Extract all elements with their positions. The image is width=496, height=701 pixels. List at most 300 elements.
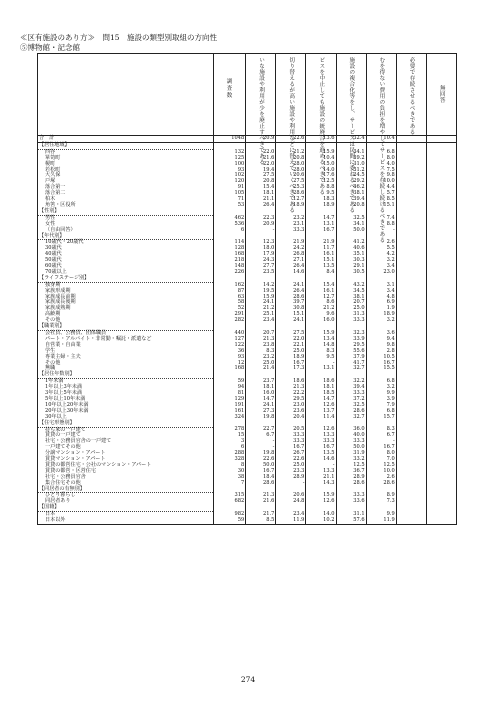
value-cell: 94 — [213, 385, 246, 391]
value-cell: 7.4 — [366, 215, 396, 221]
value-cell: 22.0 — [246, 149, 276, 155]
value-cell: 5.7 — [366, 191, 396, 197]
value-cell: 14.7 — [306, 215, 336, 221]
row-label: 10歳代・20歳代 — [38, 240, 214, 246]
row-label: 60歳代 — [38, 264, 214, 270]
row-label: 同居者あり — [38, 499, 214, 505]
value-cell: 12.6 — [306, 499, 336, 505]
value-cell: 18.9 — [276, 355, 306, 361]
row-label: 社宅・公務員官舎 — [38, 475, 214, 481]
value-cell: 40.0 — [336, 433, 366, 439]
total-row — [38, 136, 457, 143]
value-cell: 21.7 — [246, 512, 276, 518]
value-cell: 29.2 — [336, 179, 366, 185]
value-cell: 25.0 — [246, 361, 276, 367]
row-label: 一戸建てその他 — [38, 445, 214, 451]
value-cell: 12.5 — [306, 179, 336, 185]
value-cell: 32.7 — [336, 366, 366, 372]
value-cell: 15 — [213, 433, 246, 439]
value-cell: 161 — [213, 409, 246, 415]
value-cell: 37.2 — [336, 397, 366, 403]
value-cell: 4.0 — [366, 162, 396, 168]
value-cell: 22.0 — [246, 162, 276, 168]
value-cell: 17.6 — [306, 173, 336, 179]
value-cell: 14.6 — [276, 270, 306, 276]
value-cell: 128 — [213, 246, 246, 252]
value-cell: 278 — [213, 427, 246, 433]
value-cell: 32.4 — [336, 136, 366, 143]
value-cell: 12.3 — [246, 240, 276, 246]
header-blank-cell — [38, 54, 214, 136]
row-label: 柏木 — [38, 197, 214, 203]
value-cell: 12 — [213, 361, 246, 367]
value-cell: 148 — [213, 264, 246, 270]
value-cell: 288 — [213, 451, 246, 457]
value-cell: 19.8 — [246, 451, 276, 457]
value-cell: 50.0 — [336, 228, 366, 234]
value-cell: 8.3 — [246, 349, 276, 355]
value-cell: 93 — [213, 168, 246, 174]
value-cell: 22.2 — [276, 391, 306, 397]
value-cell: 59 — [213, 518, 246, 524]
value-cell — [396, 142, 426, 149]
value-cell: 16.1 — [306, 289, 336, 295]
column-header-label: 切り替えるが高い施設や利用などに替えていくべきである — [288, 57, 295, 213]
value-cell: 20.9 — [246, 136, 276, 143]
value-cell: 26.4 — [276, 264, 306, 270]
value-cell: 34.1 — [336, 222, 366, 228]
value-cell: 33.3 — [336, 391, 366, 397]
row-label: 【住宅形態別】 — [38, 421, 214, 427]
value-cell: 21.2 — [276, 149, 306, 155]
column-header-label: 調査数 — [226, 79, 233, 99]
column-header-label: 必要で存続させるべきである — [408, 57, 415, 135]
value-cell: 8.5 — [366, 197, 396, 203]
value-cell: 7.3 — [366, 499, 396, 505]
value-cell: - — [306, 361, 336, 367]
value-cell: 8 — [213, 463, 246, 469]
value-cell: 6.8 — [366, 149, 396, 155]
row-label: 家族成長後期 — [38, 300, 214, 306]
value-cell: 20.7 — [246, 331, 276, 337]
value-cell: 20.8 — [246, 179, 276, 185]
value-cell: 132 — [213, 149, 246, 155]
value-cell: 12.6 — [306, 427, 336, 433]
value-cell: 16.7 — [306, 445, 336, 451]
value-cell: 29.1 — [336, 264, 366, 270]
value-cell: 21.3 — [276, 385, 306, 391]
row-label: 自営業・自由業 — [38, 343, 214, 349]
value-cell: 43.2 — [336, 282, 366, 288]
value-cell: 33.9 — [336, 337, 366, 343]
value-cell: 57.6 — [336, 518, 366, 524]
value-cell — [396, 136, 426, 143]
row-label: 5年以上10年未満 — [38, 397, 214, 403]
value-cell: 25.0 — [336, 306, 366, 312]
value-cell: 8.9 — [366, 493, 396, 499]
value-cell: 20.4 — [276, 415, 306, 421]
value-cell: 31.9 — [336, 451, 366, 457]
value-cell: 16.7 — [306, 228, 336, 234]
value-cell: 18.6 — [306, 379, 336, 385]
value-cell: 24.1 — [246, 300, 276, 306]
value-cell: 34.5 — [336, 289, 366, 295]
value-cell: 7.9 — [366, 403, 396, 409]
row-label: 大久保 — [38, 173, 214, 179]
value-cell: 81 — [213, 391, 246, 397]
value-cell: 22.6 — [276, 136, 306, 143]
value-cell: 87 — [213, 289, 246, 295]
value-cell: 15.9 — [306, 493, 336, 499]
value-cell: 50.0 — [246, 463, 276, 469]
row-label: 【居住地域】 — [38, 142, 214, 149]
row-label: 賃貸の一戸建て — [38, 433, 214, 439]
value-cell: 3.2 — [366, 385, 396, 391]
value-cell: 8.8 — [366, 222, 396, 228]
value-cell: 15.9 — [306, 149, 336, 155]
value-cell: 7.5 — [366, 168, 396, 174]
row-label: 四谷 — [38, 149, 214, 155]
value-cell: 536 — [213, 222, 246, 228]
value-cell: 168 — [213, 252, 246, 258]
value-cell: 15.0 — [306, 162, 336, 168]
value-cell: 29.5 — [276, 397, 306, 403]
column-header — [396, 54, 426, 136]
value-cell: 53 — [213, 203, 246, 209]
value-cell: 18.5 — [306, 391, 336, 397]
row-label: 30年以上 — [38, 415, 214, 421]
value-cell: 93 — [213, 355, 246, 361]
value-cell: 3.2 — [366, 318, 396, 324]
row-label: 戸塚 — [38, 179, 214, 185]
page-number: 274 — [240, 675, 256, 684]
value-cell: 23.5 — [246, 270, 276, 276]
value-cell: 9.9 — [366, 391, 396, 397]
value-cell: 13.6 — [306, 136, 336, 143]
value-cell: 27.5 — [276, 179, 306, 185]
value-cell: 50.0 — [336, 445, 366, 451]
row-label: 20年以上30年未満 — [38, 409, 214, 415]
row-label: 女性 — [38, 222, 214, 228]
value-cell: 6.7 — [246, 433, 276, 439]
value-cell: 27.7 — [246, 264, 276, 270]
value-cell: 25.0 — [276, 463, 306, 469]
value-cell: 31.2 — [336, 168, 366, 174]
value-cell: 3.6 — [366, 331, 396, 337]
value-cell: 27.1 — [276, 258, 306, 264]
value-cell: 32.7 — [336, 415, 366, 421]
value-cell — [426, 136, 456, 143]
value-cell: 9.5 — [306, 191, 336, 197]
value-cell: 9.8 — [366, 343, 396, 349]
value-cell: 30.8 — [276, 306, 306, 312]
row-label: ひとり暮らし — [38, 493, 214, 499]
value-cell: 63 — [213, 295, 246, 301]
value-cell: 10.4 — [306, 156, 336, 162]
value-cell: 32.5 — [336, 403, 366, 409]
value-cell: 10.0 — [366, 179, 396, 185]
column-header-label: いな施設や利用が少を廃止すべきである — [258, 57, 265, 165]
value-cell: 36 — [213, 349, 246, 355]
row-label: 落合第一 — [38, 185, 214, 191]
value-cell: 2.6 — [366, 240, 396, 246]
row-label: 独身期 — [38, 282, 214, 288]
value-cell: 20.9 — [246, 222, 276, 228]
value-cell: 15.9 — [306, 331, 336, 337]
table-header-row — [38, 54, 457, 136]
value-cell: 8.0 — [366, 451, 396, 457]
value-cell: 33.3 — [276, 439, 306, 445]
value-cell: 26.8 — [276, 252, 306, 258]
row-label: 落合第二 — [38, 191, 214, 197]
value-cell: 10.0 — [366, 469, 396, 475]
value-cell: 28.0 — [276, 162, 306, 168]
value-cell: 38.1 — [336, 295, 366, 301]
table-body — [38, 136, 457, 525]
value-cell: 13.4 — [306, 337, 336, 343]
value-cell: 13.5 — [306, 264, 336, 270]
row-label: 賃貸の都営住宅・公社のマンション・アパート — [38, 463, 214, 469]
value-cell: 14.7 — [246, 397, 276, 403]
row-label: 社宅・公務員官舎の一戸建て — [38, 439, 214, 445]
row-label: 無職 — [38, 366, 214, 372]
value-cell: 982 — [213, 512, 246, 518]
value-cell: 28.6 — [366, 481, 396, 487]
value-cell: 30 — [213, 469, 246, 475]
row-label: 男性 — [38, 215, 214, 221]
value-cell: - — [246, 228, 276, 234]
value-cell: 440 — [213, 331, 246, 337]
value-cell: 21.6 — [246, 499, 276, 505]
value-cell: 39.4 — [336, 385, 366, 391]
value-cell: 18.3 — [306, 197, 336, 203]
row-label: 家族成熟期 — [38, 306, 214, 312]
value-cell: 32.5 — [336, 215, 366, 221]
value-cell — [426, 518, 456, 524]
value-cell: 14.2 — [246, 282, 276, 288]
value-cell: 30.3 — [336, 258, 366, 264]
row-label: 賃貸の都営・区営住宅 — [38, 469, 214, 475]
value-cell: 33.2 — [336, 457, 366, 463]
value-cell: 102 — [213, 173, 246, 179]
value-cell: 22.7 — [246, 427, 276, 433]
row-label: 40歳代 — [38, 252, 214, 258]
value-cell: 19.4 — [246, 168, 276, 174]
value-cell: 18.0 — [246, 246, 276, 252]
value-cell: 28.9 — [336, 475, 366, 481]
value-cell: 15.1 — [366, 203, 396, 209]
value-cell: 23.0 — [366, 270, 396, 276]
row-label: （自由回答） — [38, 228, 214, 234]
value-cell: 21.2 — [246, 306, 276, 312]
value-cell: 39.4 — [336, 197, 366, 203]
value-cell: 33.3 — [276, 228, 306, 234]
value-cell: 282 — [213, 318, 246, 324]
value-cell: 31.3 — [336, 312, 366, 318]
value-cell: 16.7 — [276, 361, 306, 367]
row-label: 【職業別】 — [38, 324, 214, 330]
row-label: 1年以上3年未満 — [38, 385, 214, 391]
value-cell: 9.9 — [366, 512, 396, 518]
value-cell: 11.4 — [306, 415, 336, 421]
value-cell: 9.4 — [366, 337, 396, 343]
value-cell: 14.0 — [306, 512, 336, 518]
value-cell: 28.6 — [246, 481, 276, 487]
row-label: パート・アルバイト・非常勤・嘱託・派遣など — [38, 337, 214, 343]
page-title: ≪区有施設のあり方≫ 問15 施設の類型別取組の方向性 — [20, 33, 218, 42]
value-cell: 41.7 — [336, 361, 366, 367]
value-cell: 24.2 — [276, 246, 306, 252]
value-cell: 18.1 — [246, 191, 276, 197]
value-cell: - — [306, 463, 336, 469]
value-cell: 6.9 — [366, 300, 396, 306]
column-header-label: むを得ない費用の負担を増やしてサービスを存続し続けるべきである — [378, 57, 385, 243]
column-header — [426, 54, 456, 136]
value-cell: 27.5 — [276, 331, 306, 337]
value-cell: 23.4 — [276, 512, 306, 518]
value-cell: 6.8 — [366, 409, 396, 415]
value-cell: 20.5 — [276, 427, 306, 433]
value-cell: 8.3 — [306, 349, 336, 355]
row-label: 角筈・区役所 — [38, 203, 214, 209]
value-cell: 6 — [213, 228, 246, 234]
value-cell: 11.9 — [276, 518, 306, 524]
value-cell: 2.6 — [366, 475, 396, 481]
value-cell: 38.1 — [336, 191, 366, 197]
row-label: 若松町 — [38, 168, 214, 174]
value-cell: 46.2 — [336, 185, 366, 191]
row-label: 【ライフステージ別】 — [38, 276, 214, 282]
value-cell: 11.9 — [366, 518, 396, 524]
value-cell: 8.5 — [246, 518, 276, 524]
value-cell: 38 — [213, 475, 246, 481]
value-cell: 25.0 — [276, 349, 306, 355]
value-cell: 59 — [213, 379, 246, 385]
value-cell: 16.7 — [246, 469, 276, 475]
value-cell: 15.4 — [246, 185, 276, 191]
value-cell: 15.9 — [246, 295, 276, 301]
value-cell: 34.1 — [336, 149, 366, 155]
value-cell: 8.4 — [306, 270, 336, 276]
value-cell: 33.3 — [276, 433, 306, 439]
value-cell: 6 — [213, 445, 246, 451]
value-cell: 3.4 — [366, 289, 396, 295]
value-cell: 12.5 — [336, 463, 366, 469]
value-cell: 23.8 — [246, 343, 276, 349]
value-cell: 23.4 — [246, 318, 276, 324]
value-cell: 9.8 — [366, 173, 396, 179]
value-cell: 168 — [213, 366, 246, 372]
value-cell: 17.9 — [246, 252, 276, 258]
value-cell: 4.4 — [366, 185, 396, 191]
value-cell: 21.1 — [306, 475, 336, 481]
column-header-label: 無回答 — [438, 85, 445, 103]
value-cell: 15.1 — [306, 258, 336, 264]
value-cell: 26.4 — [276, 289, 306, 295]
value-cell: 36.7 — [336, 469, 366, 475]
value-cell: 17.3 — [276, 366, 306, 372]
value-cell: 7 — [213, 481, 246, 487]
value-cell: 12.7 — [276, 197, 306, 203]
value-cell: 226 — [213, 270, 246, 276]
value-cell: 3.4 — [366, 264, 396, 270]
value-cell: 16.7 — [366, 361, 396, 367]
value-cell: 10.5 — [366, 355, 396, 361]
row-label: 【居住年数別】 — [38, 372, 214, 378]
value-cell: 14.7 — [306, 397, 336, 403]
value-cell: 4.8 — [366, 295, 396, 301]
value-cell: 32.3 — [336, 331, 366, 337]
value-cell: 33.6 — [336, 499, 366, 505]
value-cell: 16.7 — [276, 445, 306, 451]
column-header-label: ビスを中止しても施設の統廃合を進めるべきである — [318, 57, 325, 195]
value-cell: 291 — [213, 312, 246, 318]
value-cell: 4.2 — [366, 252, 396, 258]
value-cell: 27.5 — [246, 173, 276, 179]
value-cell: 21.4 — [246, 366, 276, 372]
row-label: 日本以外 — [38, 518, 214, 524]
value-cell: 24.5 — [336, 173, 366, 179]
row-label: 日本 — [38, 512, 214, 518]
value-cell: 30.5 — [336, 270, 366, 276]
value-cell: 52 — [213, 306, 246, 312]
row-label: その他 — [38, 361, 214, 367]
value-cell: 21.3 — [246, 493, 276, 499]
value-cell: 28.6 — [336, 481, 366, 487]
value-cell: 10.2 — [306, 518, 336, 524]
value-cell: 33.3 — [336, 318, 366, 324]
value-cell: 18.9 — [276, 203, 306, 209]
row-label: 会社員、公務員、団体職員 — [38, 331, 214, 337]
value-cell: 16.0 — [246, 391, 276, 397]
value-cell: 28.0 — [276, 168, 306, 174]
value-cell: 20.6 — [276, 173, 306, 179]
value-cell: 6.8 — [366, 379, 396, 385]
value-cell: 18.1 — [246, 385, 276, 391]
value-cell: 36.0 — [336, 427, 366, 433]
row-label: 1年未満 — [38, 379, 214, 385]
value-cell: 127 — [213, 337, 246, 343]
value-cell: 26.7 — [276, 451, 306, 457]
value-cell: 32.2 — [336, 379, 366, 385]
row-label: 70歳以上 — [38, 270, 214, 276]
value-cell: 12.6 — [306, 403, 336, 409]
value-cell: 27.3 — [246, 409, 276, 415]
row-label: 榎町 — [38, 162, 214, 168]
row-label: 合 計 — [38, 136, 214, 143]
value-cell: 24.1 — [276, 318, 306, 324]
value-cell: 8.8 — [306, 185, 336, 191]
value-cell: 105 — [213, 191, 246, 197]
value-cell: 29.5 — [336, 343, 366, 349]
value-cell: - — [246, 445, 276, 451]
value-cell: 18.1 — [306, 385, 336, 391]
value-cell: 18.6 — [276, 379, 306, 385]
value-cell: 22.6 — [246, 457, 276, 463]
table-row — [38, 518, 457, 524]
value-cell: 22.3 — [246, 215, 276, 221]
value-cell: 33.3 — [306, 439, 336, 445]
value-cell: 6.7 — [366, 433, 396, 439]
value-cell: 21.9 — [306, 240, 336, 246]
value-cell: 14.0 — [306, 168, 336, 174]
value-cell: 21.6 — [246, 156, 276, 162]
value-cell: 22.6 — [276, 457, 306, 463]
value-cell: 315 — [213, 493, 246, 499]
value-cell: 13.1 — [306, 222, 336, 228]
value-cell: 14.6 — [306, 457, 336, 463]
value-cell: 18.9 — [306, 203, 336, 209]
